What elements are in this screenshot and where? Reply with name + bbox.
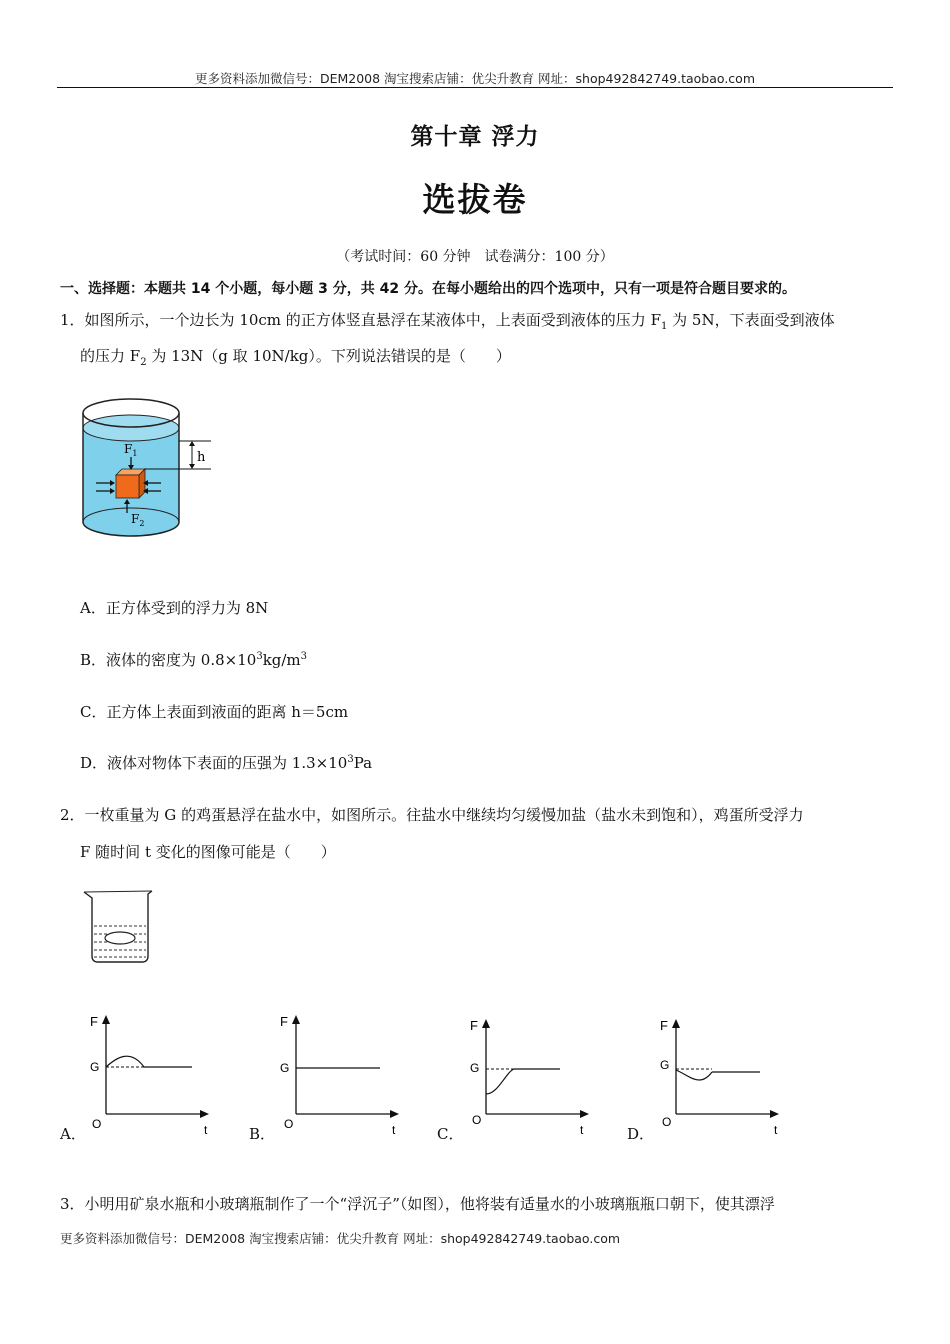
q1-label-h: h — [197, 450, 206, 465]
q1-figure-cylinder — [78, 395, 218, 550]
svg-text:t: t — [580, 1123, 584, 1137]
q3-stem-line1: 3．小明用矿泉水瓶和小玻璃瓶制作了一个“浮沉子”（如图），他将装有适量水的小玻璃瓶瓶口朝下，使其漂浮 — [60, 1195, 775, 1213]
q2-stem-line2: F 随时间 t 变化的图像可能是（ ） — [80, 843, 336, 861]
svg-text:G: G — [90, 1060, 100, 1074]
svg-text:t: t — [774, 1123, 778, 1137]
page-title: 选拔卷 — [422, 180, 528, 219]
svg-text:F1: $F_1$ — [124, 442, 138, 458]
svg-text:F: F — [280, 1014, 288, 1029]
q1-stem-line2: 的压力 $F_2$ 为 13N（g 取 10N/kg）。下列说法错误的是（ ） — [80, 347, 511, 368]
svg-text:t: t — [204, 1123, 208, 1137]
header-rule — [57, 87, 893, 88]
q2-choice-b[interactable]: B． — [249, 1125, 276, 1143]
q1-label-f1: F — [124, 442, 133, 456]
svg-text:F: F — [90, 1014, 98, 1029]
q2-choice-c[interactable]: C． — [437, 1125, 464, 1143]
q1-label-f2: F — [131, 512, 140, 526]
svg-text:G: G — [280, 1061, 290, 1075]
svg-text:G: G — [660, 1058, 670, 1072]
footer-promo: 更多资料添加微信号：DEM2008 淘宝搜索店铺：优尖升教育 网址：shop492842749.taobao.com — [60, 1231, 621, 1246]
q1-option-c[interactable]: C．正方体上表面到液面的距离 h＝5cm — [80, 703, 349, 721]
q2-graph-d — [656, 1010, 786, 1138]
q2-choice-d[interactable]: D． — [627, 1125, 655, 1143]
exam-info: （考试时间：60 分钟 试卷满分：100 分） — [336, 249, 614, 265]
svg-text:t: t — [392, 1123, 396, 1137]
q2-figure-beaker — [80, 888, 155, 966]
svg-text:O: O — [662, 1115, 672, 1129]
svg-text:O: O — [92, 1117, 102, 1131]
header-promo: 更多资料添加微信号：DEM2008 淘宝搜索店铺：优尖升教育 网址：shop492842749.taobao.com — [194, 71, 756, 86]
section-heading: 一、选择题：本题共 14 个小题，每小题 3 分，共 42 分。在每小题给出的四个选项中，只有一项是符合题目要求的。 — [60, 281, 796, 297]
q1-stem-line1: 1．如图所示，一个边长为 10cm 的正方体竖直悬浮在某液体中，上表面受到液体的压力 $F_1$ 为 5N，下表面受到液体 — [60, 311, 835, 332]
q1-option-b[interactable]: B．液体的密度为 $0.8\times 10^3kg/m^3$ — [80, 651, 308, 669]
q1-option-d[interactable]: D．液体对物体下表面的压强为 $1.3\times 10^3Pa$ — [80, 754, 373, 772]
q2-graph-b — [276, 1010, 406, 1138]
q2-choice-a[interactable]: A． — [60, 1125, 86, 1143]
q1-option-a[interactable]: A．正方体受到的浮力为 8N — [80, 599, 269, 617]
q2-stem-line1: 2．一枚重量为 G 的鸡蛋悬浮在盐水中，如图所示。往盐水中继续均匀缓慢加盐（盐水未到饱和），鸡蛋所受浮力 — [60, 806, 804, 824]
svg-text:F2: $F_2$ — [131, 512, 145, 528]
q2-graph-a — [86, 1010, 216, 1138]
svg-text:O: O — [284, 1117, 294, 1131]
svg-text:F: F — [470, 1018, 478, 1033]
svg-text:G: G — [470, 1061, 480, 1075]
svg-text:O: O — [472, 1113, 482, 1127]
q2-graph-c — [466, 1010, 596, 1138]
chapter-title: 第十章 浮力 — [410, 123, 540, 150]
svg-text:F: F — [660, 1018, 668, 1033]
